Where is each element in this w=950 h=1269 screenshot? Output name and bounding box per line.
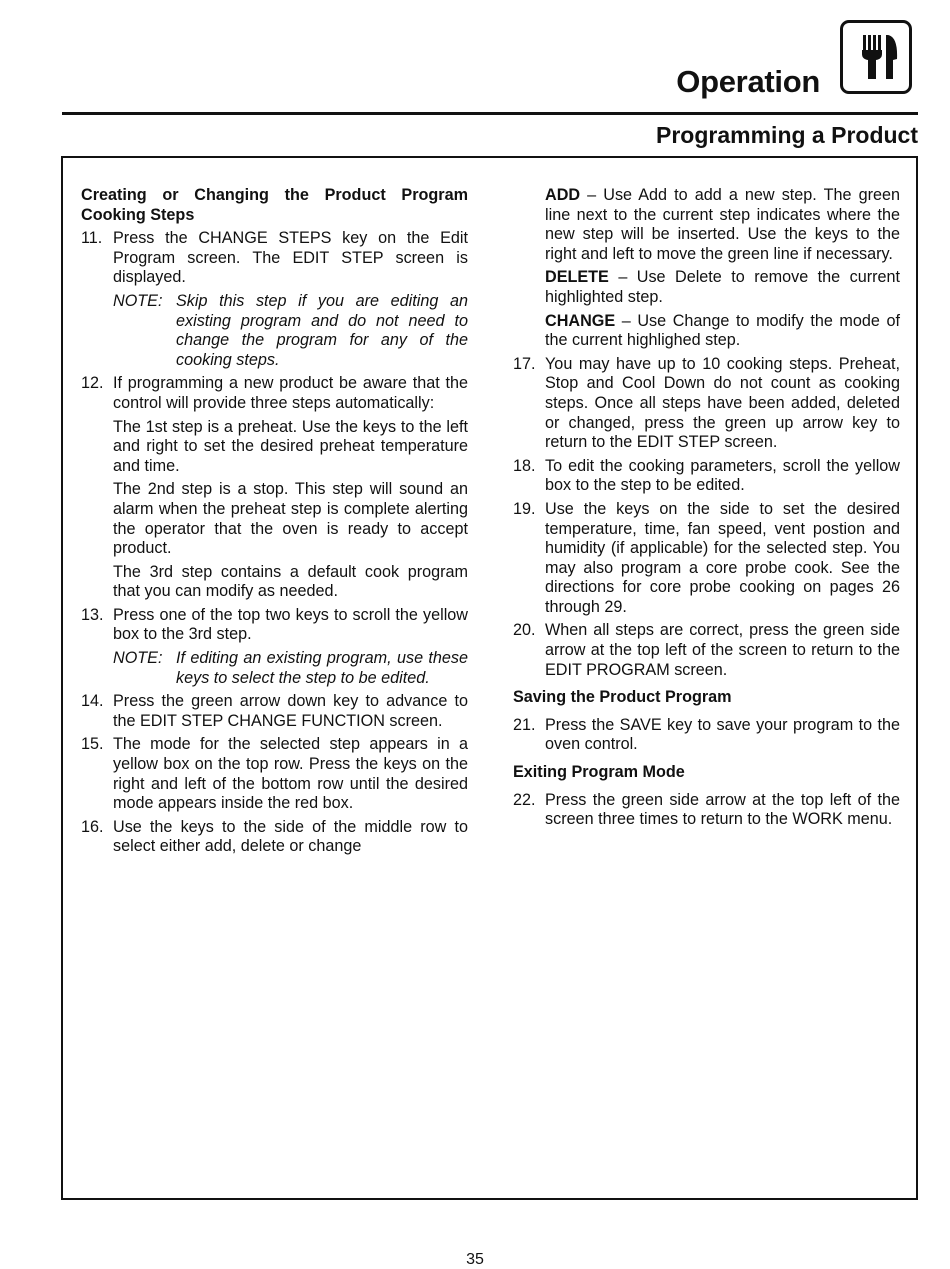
step-number: 12.: [81, 374, 104, 393]
option-text: – Use Change to modify the mode of the current highlighed step.: [545, 311, 900, 350]
step-number: 22.: [513, 790, 536, 809]
option-term: CHANGE: [545, 311, 616, 330]
step-21: [513, 716, 900, 755]
section-heading-saving: Saving the Product Program: [513, 688, 732, 707]
option-text: – Use Delete to remove the current highlighted step.: [545, 268, 900, 306]
step-20: [513, 621, 900, 680]
step-text: Press the CHANGE STEPS key on the Edit Program screen. The EDIT STEP screen is displayed.: [113, 229, 468, 287]
section-heading-exiting: Exiting Program Mode: [513, 763, 685, 782]
option-text: – Use Add to add a new step. The green line next to the current step indicates where the new step will be inserted. Use the keys to the right and left to move the green line if necessary.: [545, 186, 900, 263]
right-column: [513, 186, 900, 834]
step-text: Press one of the top two keys to scroll the yellow box to the 3rd step.: [113, 605, 468, 644]
step-number: 20.: [513, 621, 536, 640]
step-number: 19.: [513, 499, 536, 518]
step-text: The mode for the selected step appears in a yellow box on the top row. Press the keys on the right and left of the bottom row until the desired mode appears inside the red box.: [113, 735, 468, 813]
step-17: [513, 355, 900, 453]
step-text: Press the SAVE key to save your program to the oven control.: [545, 715, 900, 754]
header-rule: [62, 112, 918, 115]
step-text: To edit the cooking parameters, scroll the yellow box to the step to be edited.: [545, 456, 900, 495]
step-text: Use the keys to the side of the middle row to select either add, delete or change: [113, 817, 468, 856]
note-label: NOTE:: [113, 649, 163, 668]
page-number: 35: [466, 1251, 484, 1268]
step-15: [81, 735, 468, 813]
option-change: [513, 312, 900, 351]
step-text: Use the keys on the side to set the desired temperature, time, fan speed, vent postion and humidity (if applicable) for the selected step. You may also program a core probe cook. See the directions for core probe cooking on pages 26 through 29.: [545, 499, 900, 616]
section-title: Programming a Product: [656, 122, 918, 148]
step-12: [81, 374, 468, 413]
step-number: 15.: [81, 735, 104, 754]
step-text: Press the green side arrow at the top left of the screen three times to return to the WORK menu.: [545, 790, 900, 829]
step-text: You may have up to 10 cooking steps. Preheat, Stop and Cool Down do not count as cooking steps. Once all steps have been added, deleted or changed, press the green up arrow key to return to the EDIT STEP screen.: [545, 354, 900, 452]
section-heading: Creating or Changing the Product Program Cooking Steps: [81, 186, 468, 224]
fork-knife-icon: [840, 20, 912, 94]
note-label: NOTE:: [113, 291, 163, 310]
paragraph-1st-step: The 1st step is a preheat. Use the keys to the left and right to set the desired preheat temperature and time.: [113, 417, 468, 475]
note-text: If editing an existing program, use these keys to select the step to be edited.: [176, 649, 468, 687]
step-number: 17.: [513, 354, 536, 373]
paragraph-3rd-step: The 3rd step contains a default cook program that you can modify as needed.: [113, 562, 468, 601]
option-term: ADD: [545, 186, 581, 204]
paragraph-2nd-step: The 2nd step is a stop. This step will sound an alarm when the preheat step is complete alerting the operator that the oven is ready to accept product.: [113, 480, 468, 558]
step-16: [81, 818, 468, 857]
step-22: [513, 791, 900, 830]
step-11: [81, 229, 468, 288]
step-number: 14.: [81, 692, 104, 711]
left-column: [81, 186, 468, 861]
note-step-11: [81, 292, 468, 370]
step-number: 18.: [513, 456, 536, 475]
note-text: Skip this step if you are editing an existing program and do not need to change the program for any of the cooking steps.: [176, 291, 468, 369]
step-13: [81, 606, 468, 645]
step-18: [513, 457, 900, 496]
page-title: Operation: [676, 64, 820, 99]
step-number: 16.: [81, 817, 104, 836]
step-14: [81, 692, 468, 731]
note-step-13: [81, 649, 468, 688]
step-text: When all steps are correct, press the green side arrow at the top left of the screen to return to the EDIT PROGRAM screen.: [545, 621, 900, 679]
step-19: [513, 500, 900, 618]
step-text: If programming a new product be aware that the control will provide three steps automatically:: [113, 374, 468, 412]
option-add: [513, 186, 900, 264]
step-number: 13.: [81, 605, 104, 624]
step-number: 21.: [513, 715, 536, 734]
option-delete: [513, 268, 900, 307]
option-term: DELETE: [545, 268, 609, 287]
step-number: 11.: [81, 229, 103, 248]
step-text: Press the green arrow down key to advance to the EDIT STEP CHANGE FUNCTION screen.: [113, 692, 468, 730]
